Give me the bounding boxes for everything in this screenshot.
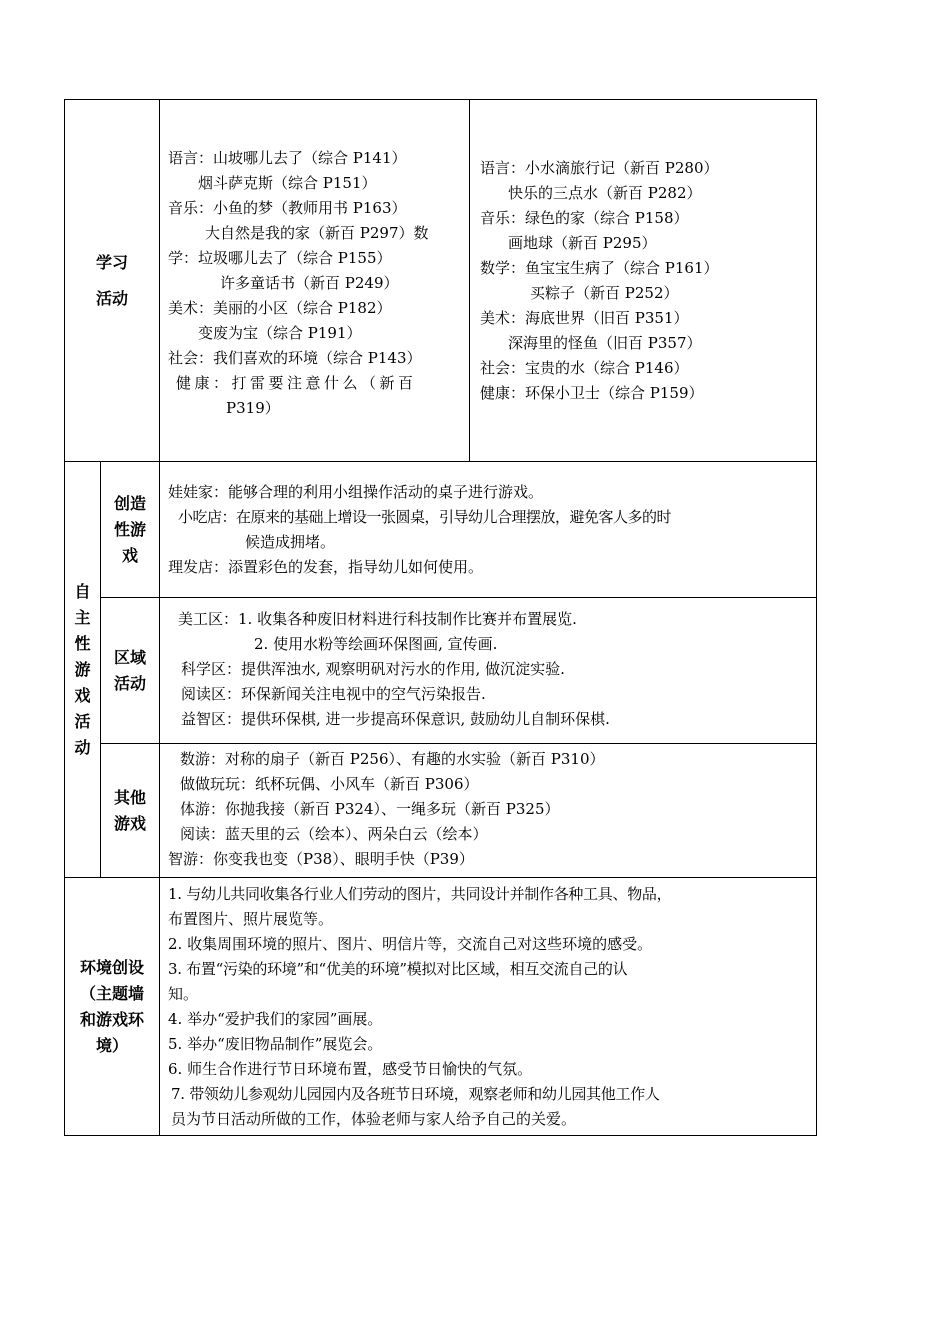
weekly-plan-table xyxy=(64,99,817,1136)
autonomous-label-char: 性 xyxy=(74,633,91,653)
learning-item: 美术：美丽的小区（综合 P182） xyxy=(168,299,392,317)
other-games-label xyxy=(101,744,160,878)
creative-play-content xyxy=(160,462,817,598)
environment-item: 员为节日活动所做的工作，体验老师与家人给予自己的关爱。 xyxy=(171,1110,577,1128)
autonomous-label-char: 动 xyxy=(74,737,91,757)
other-item: 数游：对称的扇子（新百 P256）、有趣的水实验（新百 P310） xyxy=(180,750,605,768)
area-activity-label xyxy=(101,598,160,744)
learning-item: 音乐：小鱼的梦（教师用书 P163） xyxy=(168,199,407,217)
learning-item: 美术：海底世界（旧百 P351） xyxy=(480,309,689,327)
environment-label-line: 境） xyxy=(96,1035,129,1055)
creative-item: 娃娃家：能够合理的利用小组操作活动的桌子进行游戏。 xyxy=(168,483,544,501)
learning-item: P319） xyxy=(226,399,280,417)
creative-item: 小吃店：在原来的基础上增设一张圆桌，引导幼儿合理摆放，避免客人多的时 xyxy=(178,508,672,526)
learning-label xyxy=(65,100,160,462)
area-item: 科学区：提供浑浊水, 观察明矾对污水的作用, 做沉淀实验. xyxy=(181,660,565,678)
autonomous-label-char: 游 xyxy=(74,659,91,679)
learning-item: 深海里的怪鱼（旧百 P357） xyxy=(508,334,702,352)
learning-item: 买粽子（新百 P252） xyxy=(530,284,679,302)
environment-item: 3. 布置“污染的环境”和“优美的环境”模拟对比区域，相互交流自己的认 xyxy=(168,960,628,978)
other-item: 阅读：蓝天里的云（绘本）、两朵白云（绘本） xyxy=(180,825,488,843)
other-label-line: 其他 xyxy=(114,787,147,807)
learning-item: 大自然是我的家（新百 P297）数 xyxy=(205,224,429,242)
environment-label-line: （主题墙 xyxy=(80,983,145,1003)
learning-item: 学：垃圾哪儿去了（综合 P155） xyxy=(168,249,392,267)
environment-item: 7. 带领幼儿参观幼儿园园内及各班节日环境，观察老师和幼儿园其他工作人 xyxy=(171,1085,660,1103)
creative-label-line: 创造 xyxy=(114,493,147,513)
environment-item: 1. 与幼儿共同收集各行业人们劳动的图片，共同设计并制作各种工具、物品， xyxy=(168,885,672,903)
area-item: 2. 使用水粉等绘画环保图画, 宣传画. xyxy=(254,635,498,653)
other-games-content xyxy=(160,744,817,878)
learning-item: 语言：山坡哪儿去了（综合 P141） xyxy=(168,149,407,167)
area-item: 益智区：提供环保棋, 进一步提高环保意识, 鼓励幼儿自制环保棋. xyxy=(181,710,610,728)
autonomous-label-char: 戏 xyxy=(74,685,91,705)
creative-label-line: 性游 xyxy=(114,519,147,539)
learning-item: 健康：打雷要注意什么（新百 xyxy=(176,374,417,392)
environment-content xyxy=(160,878,817,1136)
learning-item: 健康：环保小卫士（综合 P159） xyxy=(480,384,704,402)
learning-column-2 xyxy=(470,100,817,462)
other-item: 体游：你抛我接（新百 P324）、一绳多玩（新百 P325） xyxy=(180,800,560,818)
other-item: 智游：你变我也变（P38）、眼明手快（P39） xyxy=(168,850,474,868)
area-item: 阅读区：环保新闻关注电视中的空气污染报告. xyxy=(181,685,486,703)
environment-item: 知。 xyxy=(168,985,199,1003)
other-games-row xyxy=(65,744,817,878)
learning-item: 许多童话书（新百 P249） xyxy=(220,274,399,292)
creative-item: 理发店：添置彩色的发套，指导幼儿如何使用。 xyxy=(168,558,484,576)
learning-item: 语言：小水滴旅行记（新百 P280） xyxy=(480,159,719,177)
creative-play-label xyxy=(101,462,160,598)
environment-item: 布置图片、照片展览等。 xyxy=(168,910,334,928)
autonomous-label-char: 自 xyxy=(74,581,91,601)
creative-label-line: 戏 xyxy=(122,545,139,565)
environment-label-line: 和游戏环 xyxy=(80,1009,145,1029)
learning-item: 社会：宝贵的水（综合 P146） xyxy=(480,359,689,377)
environment-label-line: 环境创设 xyxy=(80,957,145,977)
area-item: 美工区：1. 收集各种废旧材料进行科技制作比赛并布置展览. xyxy=(178,610,577,628)
area-activity-row xyxy=(65,598,817,744)
creative-play-row xyxy=(65,462,817,598)
environment-item: 5. 举办“废旧物品制作”展览会。 xyxy=(168,1035,383,1053)
area-label-line: 区域 xyxy=(114,647,147,667)
environment-row xyxy=(65,878,817,1136)
learning-item: 烟斗萨克斯（综合 P151） xyxy=(198,174,377,192)
learning-column-1 xyxy=(160,100,470,462)
autonomous-play-label xyxy=(65,462,101,878)
environment-item: 6. 师生合作进行节日环境布置，感受节日愉快的气氛。 xyxy=(168,1060,533,1078)
area-activity-content xyxy=(160,598,817,744)
learning-label-line: 学习 xyxy=(96,252,129,272)
learning-item: 变废为宝（综合 P191） xyxy=(198,324,362,342)
autonomous-label-char: 活 xyxy=(74,711,91,731)
other-label-line: 游戏 xyxy=(114,813,147,833)
other-item: 做做玩玩：纸杯玩偶、小风车（新百 P306） xyxy=(180,775,479,793)
autonomous-label-char: 主 xyxy=(74,607,91,627)
area-label-line: 活动 xyxy=(114,673,147,693)
environment-item: 2. 收集周围环境的照片、图片、明信片等，交流自己对这些环境的感受。 xyxy=(168,935,653,953)
learning-item: 画地球（新百 P295） xyxy=(508,234,657,252)
creative-item: 候造成拥堵。 xyxy=(245,533,336,551)
learning-label-line: 活动 xyxy=(96,288,129,308)
learning-item: 快乐的三点水（新百 P282） xyxy=(508,184,702,202)
environment-label xyxy=(65,878,160,1136)
learning-item: 社会：我们喜欢的环境（综合 P143） xyxy=(168,349,422,367)
environment-item: 4. 举办“爱护我们的家园”画展。 xyxy=(168,1010,383,1028)
learning-item: 数学：鱼宝宝生病了（综合 P161） xyxy=(480,259,719,277)
learning-row xyxy=(65,100,817,462)
learning-item: 音乐：绿色的家（综合 P158） xyxy=(480,209,689,227)
